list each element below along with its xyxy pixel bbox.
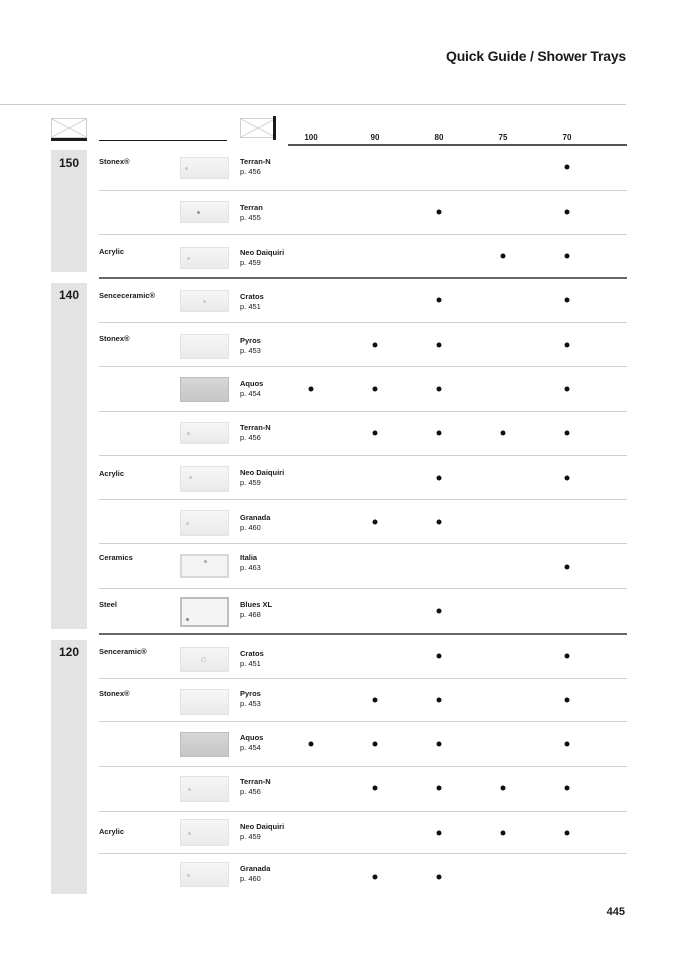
availability-dot-140-90 <box>373 520 378 525</box>
product-thumbnail <box>180 377 229 402</box>
product-name: Granada <box>240 513 271 522</box>
product-page: p. 454 <box>240 388 261 398</box>
availability-dot-140-80 <box>437 609 442 614</box>
product-page: p. 451 <box>240 658 261 668</box>
section-bar-140 <box>51 283 87 629</box>
product-page: p. 456 <box>240 166 261 176</box>
row-separator <box>99 322 627 323</box>
availability-dot-140-80 <box>437 343 442 348</box>
availability-dot-140-70 <box>565 343 570 348</box>
product-page: p. 460 <box>240 873 261 883</box>
product-page: p. 453 <box>240 345 261 355</box>
width-indicator-bar <box>273 116 276 140</box>
product-blues-xl <box>240 600 272 619</box>
availability-dot-150-70 <box>565 254 570 259</box>
top-rule <box>0 104 626 105</box>
row-separator <box>99 234 627 235</box>
availability-dot-140-80 <box>437 387 442 392</box>
product-terran <box>240 203 263 222</box>
product-name: Cratos <box>240 649 264 658</box>
row-separator <box>99 411 627 412</box>
product-thumbnail <box>180 247 229 269</box>
product-page: p. 459 <box>240 477 261 487</box>
product-name: Cratos <box>240 292 264 301</box>
material-label: Acrylic <box>99 469 125 478</box>
availability-dot-140-70 <box>565 431 570 436</box>
product-name: Aquos <box>240 379 264 388</box>
product-name: Terran-N <box>240 777 271 786</box>
product-name: Pyros <box>240 336 261 345</box>
row-separator <box>99 766 627 767</box>
product-name: Pyros <box>240 689 261 698</box>
availability-dot-140-80 <box>437 476 442 481</box>
availability-dot-140-75 <box>501 431 506 436</box>
availability-dot-120-90 <box>373 786 378 791</box>
product-thumbnail <box>180 819 229 846</box>
availability-dot-120-90 <box>373 698 378 703</box>
availability-dot-150-75 <box>501 254 506 259</box>
product-thumbnail <box>180 510 229 536</box>
availability-dot-120-80 <box>437 875 442 880</box>
product-name: Terran-N <box>240 423 271 432</box>
product-name: Terran <box>240 203 263 212</box>
availability-dot-140-100 <box>309 387 314 392</box>
product-name: Neo Daiquiri <box>240 822 285 831</box>
page-number: 445 <box>606 906 625 918</box>
section-label-120: 120 <box>58 645 80 659</box>
availability-dot-120-80 <box>437 698 442 703</box>
availability-dot-140-90 <box>373 387 378 392</box>
availability-dot-140-90 <box>373 343 378 348</box>
availability-dot-140-70 <box>565 476 570 481</box>
section-bar-120 <box>51 640 87 894</box>
product-granada <box>240 513 270 532</box>
availability-dot-120-90 <box>373 875 378 880</box>
product-neo-daiquiri <box>240 248 284 267</box>
column-header-90: 90 <box>370 133 380 142</box>
material-label: Acrylic <box>99 827 125 836</box>
tray-width-icon <box>240 118 276 138</box>
availability-dot-140-90 <box>373 431 378 436</box>
material-label: Senceramic® <box>99 647 147 656</box>
row-separator <box>99 811 627 812</box>
width-header-rule <box>288 144 627 146</box>
availability-dot-120-100 <box>309 742 314 747</box>
availability-dot-120-80 <box>437 786 442 791</box>
product-thumbnail <box>180 732 229 757</box>
product-cratos <box>240 649 264 668</box>
section-label-150: 150 <box>58 156 80 170</box>
product-pyros <box>240 336 261 355</box>
availability-dot-120-70 <box>565 698 570 703</box>
availability-dot-120-70 <box>565 654 570 659</box>
product-italia <box>240 553 261 572</box>
product-page: p. 459 <box>240 831 261 841</box>
product-name: Italia <box>240 553 258 562</box>
product-page: p. 454 <box>240 742 261 752</box>
availability-dot-120-70 <box>565 742 570 747</box>
product-thumbnail <box>180 201 229 223</box>
product-name: Blues XL <box>240 600 273 609</box>
availability-dot-140-80 <box>437 520 442 525</box>
material-label: Steel <box>99 600 117 609</box>
product-name: Neo Daiquiri <box>240 468 285 477</box>
row-separator <box>99 455 627 456</box>
availability-dot-150-70 <box>565 165 570 170</box>
column-header-75: 75 <box>498 133 508 142</box>
material-label: Stonex® <box>99 334 130 343</box>
product-thumbnail <box>180 422 229 444</box>
row-separator <box>99 190 627 191</box>
section-separator <box>99 277 627 279</box>
product-terran-n <box>240 777 271 796</box>
header-rule <box>99 140 227 141</box>
section-separator <box>99 633 627 635</box>
product-granada <box>240 864 270 883</box>
product-thumbnail <box>180 466 229 492</box>
availability-dot-120-75 <box>501 786 506 791</box>
material-label: Senceceramic® <box>99 291 155 300</box>
row-separator <box>99 499 627 500</box>
column-header-80: 80 <box>434 133 444 142</box>
row-separator <box>99 588 627 589</box>
product-aquos <box>240 379 263 398</box>
material-label: Stonex® <box>99 157 130 166</box>
product-page: p. 451 <box>240 301 261 311</box>
product-thumbnail <box>180 862 229 887</box>
page-title: Quick Guide / Shower Trays <box>446 48 626 64</box>
product-neo-daiquiri <box>240 822 284 841</box>
product-neo-daiquiri <box>240 468 284 487</box>
tray-length-icon <box>51 118 87 138</box>
material-label: Stonex® <box>99 689 130 698</box>
product-terran-n <box>240 423 271 442</box>
availability-dot-140-70 <box>565 387 570 392</box>
row-separator <box>99 853 627 854</box>
product-thumbnail <box>180 554 229 578</box>
product-pyros <box>240 689 261 708</box>
availability-dot-140-80 <box>437 298 442 303</box>
row-separator <box>99 543 627 544</box>
product-thumbnail <box>180 157 229 179</box>
product-page: p. 468 <box>240 609 261 619</box>
product-page: p. 463 <box>240 562 261 572</box>
row-separator <box>99 366 627 367</box>
row-separator <box>99 721 627 722</box>
product-name: Aquos <box>240 733 264 742</box>
availability-dot-120-70 <box>565 786 570 791</box>
row-separator <box>99 678 627 679</box>
product-thumbnail <box>180 290 229 312</box>
product-name: Granada <box>240 864 271 873</box>
product-page: p. 453 <box>240 698 261 708</box>
availability-dot-120-90 <box>373 742 378 747</box>
product-cratos <box>240 292 264 311</box>
availability-dot-120-80 <box>437 654 442 659</box>
product-thumbnail <box>180 334 229 359</box>
product-thumbnail <box>180 689 229 715</box>
availability-dot-140-70 <box>565 565 570 570</box>
product-page: p. 456 <box>240 432 261 442</box>
availability-dot-120-75 <box>501 831 506 836</box>
product-terran-n <box>240 157 271 176</box>
availability-dot-120-80 <box>437 742 442 747</box>
material-label: Ceramics <box>99 553 133 562</box>
availability-dot-140-70 <box>565 298 570 303</box>
product-thumbnail <box>180 647 229 672</box>
availability-dot-150-70 <box>565 210 570 215</box>
availability-dot-150-80 <box>437 210 442 215</box>
product-thumbnail <box>180 776 229 802</box>
section-label-140: 140 <box>58 288 80 302</box>
length-indicator-bar <box>51 138 87 141</box>
product-name: Neo Daiquiri <box>240 248 285 257</box>
availability-dot-120-80 <box>437 831 442 836</box>
availability-dot-120-70 <box>565 831 570 836</box>
product-page: p. 455 <box>240 212 261 222</box>
product-page: p. 456 <box>240 786 261 796</box>
product-name: Terran-N <box>240 157 271 166</box>
material-label: Acrylic <box>99 247 125 256</box>
availability-dot-140-80 <box>437 431 442 436</box>
column-header-70: 70 <box>562 133 572 142</box>
product-aquos <box>240 733 263 752</box>
column-header-100: 100 <box>304 133 318 142</box>
product-page: p. 459 <box>240 257 261 267</box>
product-thumbnail <box>180 597 229 627</box>
product-page: p. 460 <box>240 522 261 532</box>
